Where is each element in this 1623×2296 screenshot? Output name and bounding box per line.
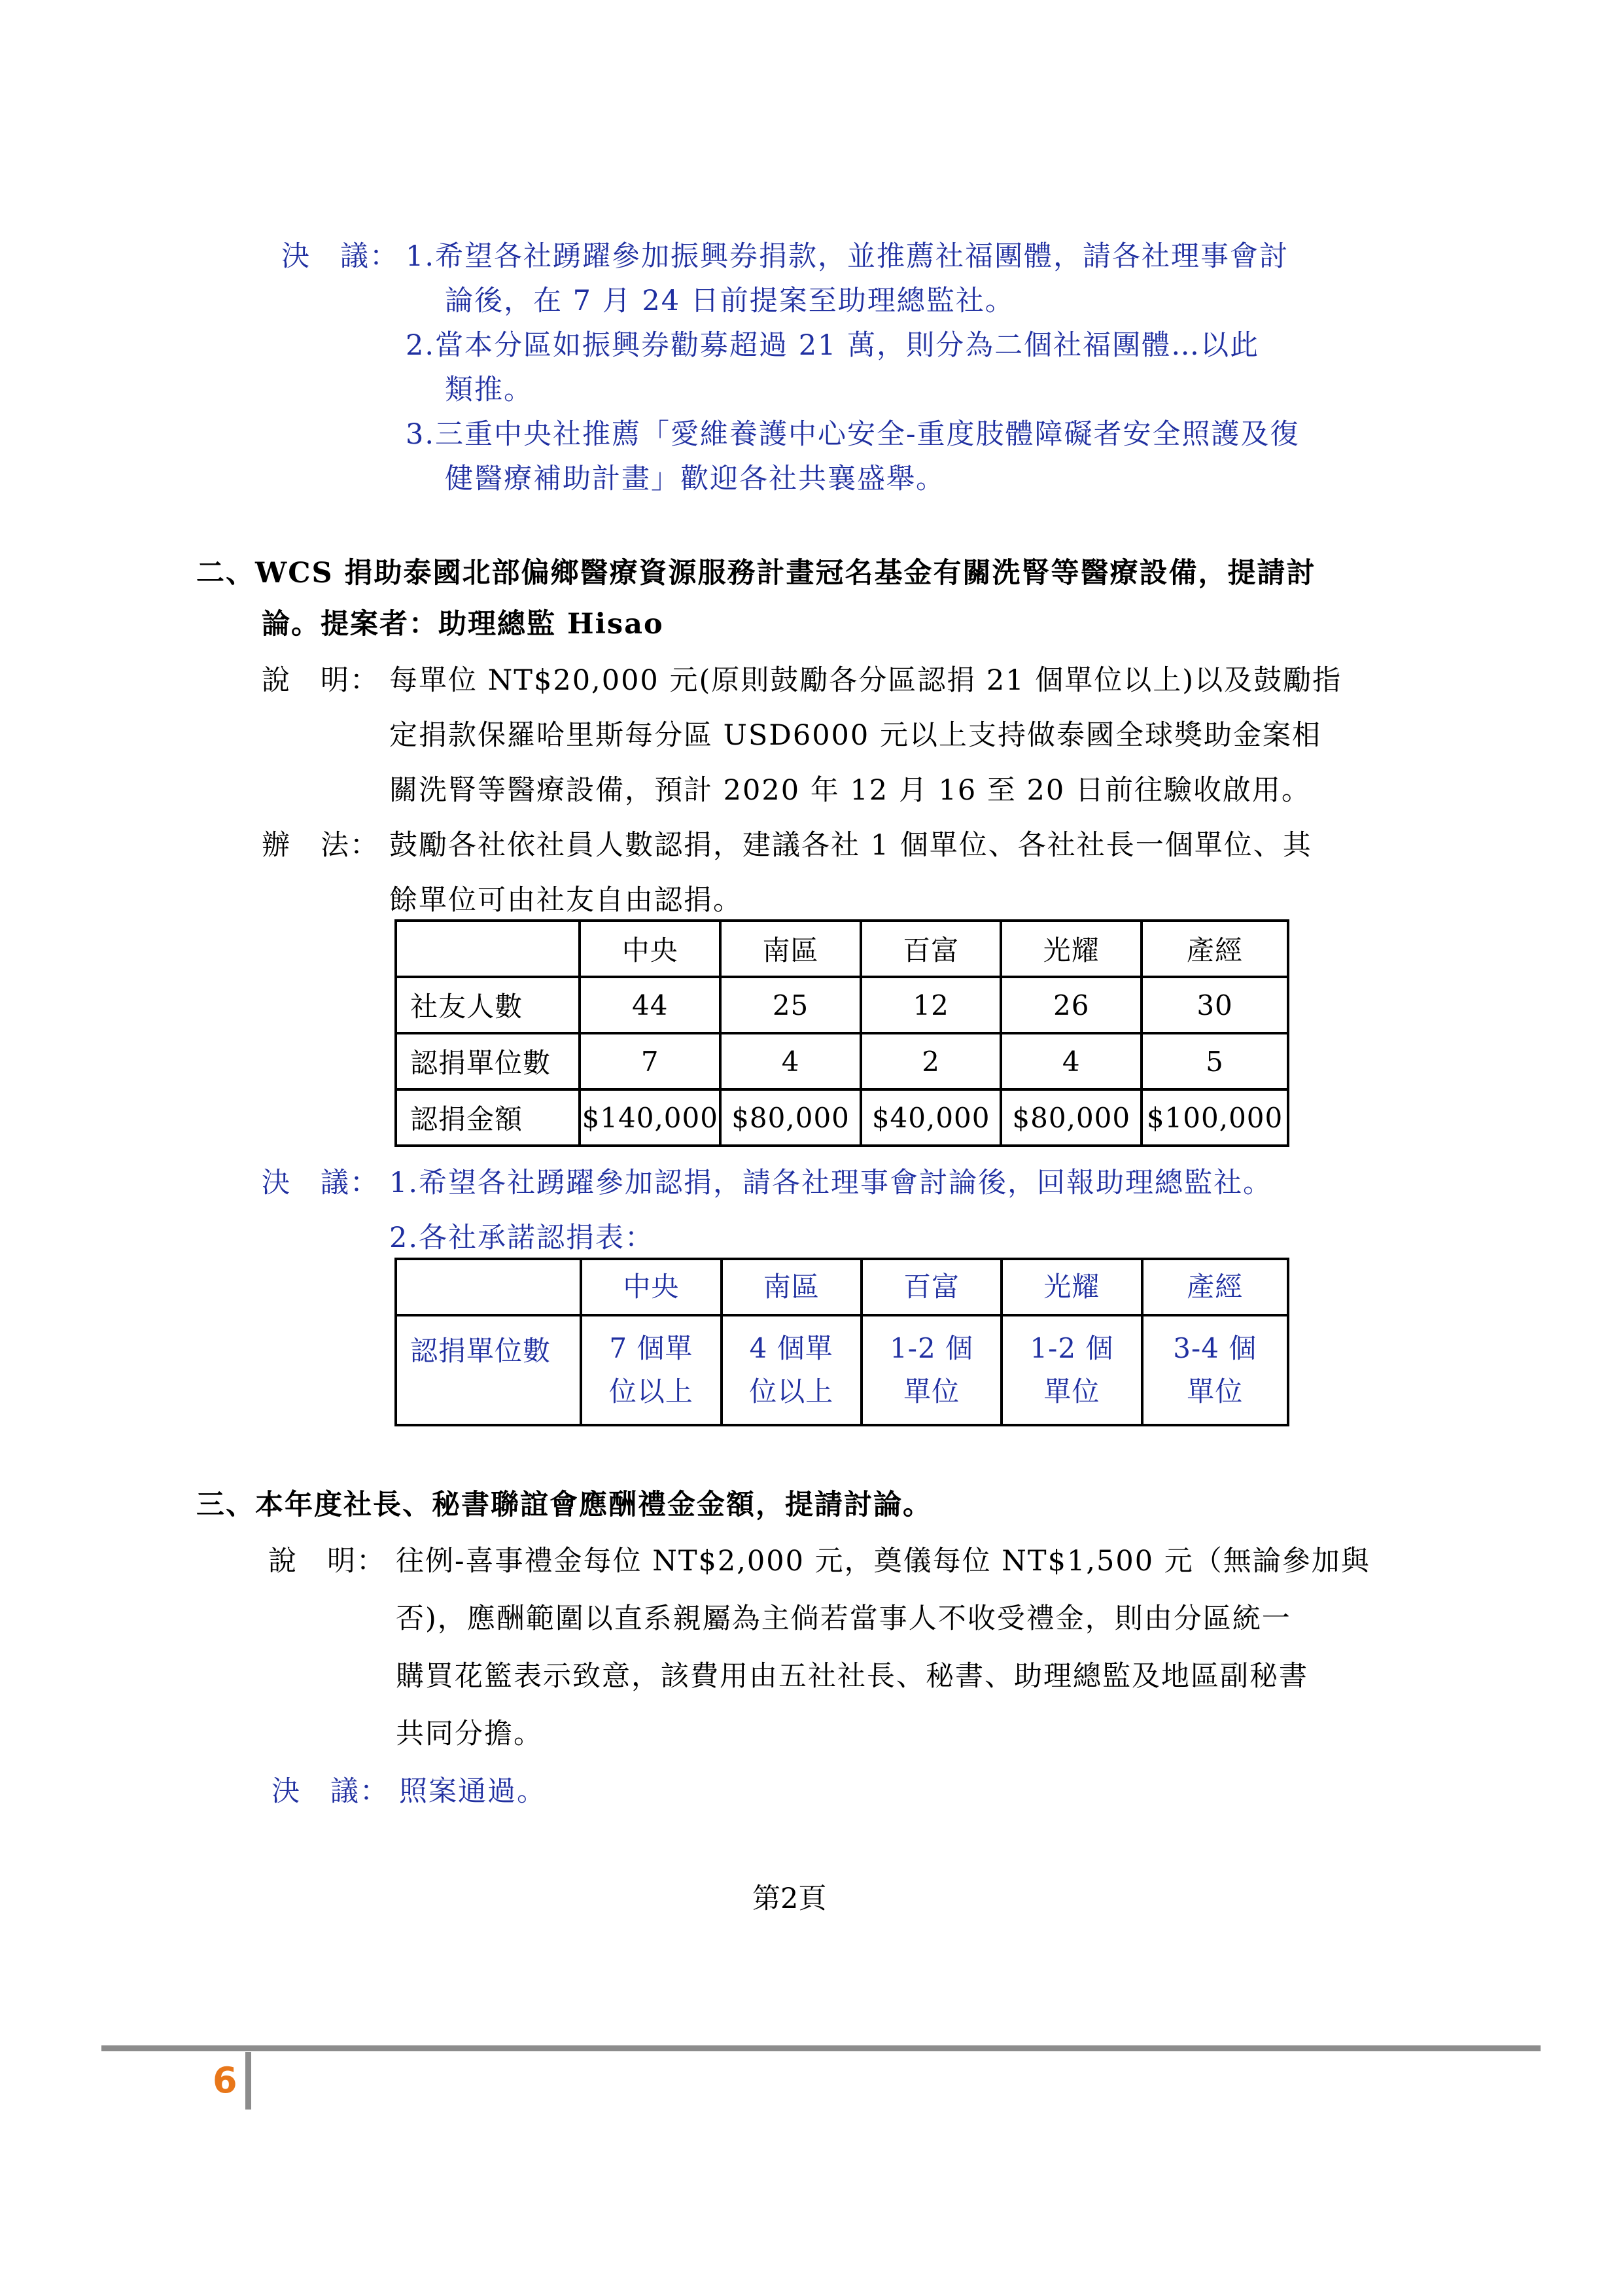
table-header-cell: 百富 xyxy=(862,1259,1002,1315)
pledge-table xyxy=(394,919,1289,1147)
table-cell xyxy=(1002,1315,1142,1425)
item3-explain-label: 說 明： xyxy=(268,1545,386,1578)
item2-explain-line: 關洗腎等醫療設備，預計 2020 年 12 月 16 至 20 日前往驗收啟用。 xyxy=(389,774,1311,807)
table-cell: 25 xyxy=(720,977,861,1033)
page-label: 第2頁 xyxy=(752,1882,827,1915)
cell-line: 位以上 xyxy=(749,1375,834,1407)
cell-line: 4 個單 xyxy=(749,1332,833,1364)
table-row-header: 認捐金額 xyxy=(396,1089,580,1146)
table-row-header: 社友人數 xyxy=(396,977,580,1033)
table-header-row xyxy=(396,921,1288,977)
footer-rule xyxy=(101,2045,1541,2051)
table-cell: $140,000 xyxy=(580,1089,720,1146)
table-row-header: 認捐單位數 xyxy=(396,1315,581,1425)
item3-resolution-label: 決 議： xyxy=(271,1775,389,1808)
cell-line: 1-2 個 xyxy=(1030,1332,1114,1364)
table-cell: 12 xyxy=(861,977,1002,1033)
table-row xyxy=(396,977,1288,1033)
table-header-cell xyxy=(396,921,580,977)
table-cell: $40,000 xyxy=(861,1089,1002,1146)
item2-explain-label: 說 明： xyxy=(262,664,379,697)
item1-resolution-line: 健醫療補助計畫」歡迎各社共襄盛舉。 xyxy=(445,463,945,495)
table-header-row xyxy=(396,1259,1288,1315)
item2-resolution-line: 2.各社承諾認捐表： xyxy=(389,1222,655,1254)
table-header-cell: 南區 xyxy=(720,921,861,977)
cell-line: 1-2 個 xyxy=(890,1332,974,1364)
table-header-cell: 光耀 xyxy=(1002,1259,1142,1315)
cell-line: 單位 xyxy=(903,1375,960,1407)
item2-resolution-line: 1.希望各社踴躍參加認捐，請各社理事會討論後，回報助理總監社。 xyxy=(389,1167,1273,1199)
table-cell: 30 xyxy=(1142,977,1288,1033)
table-header-cell: 產經 xyxy=(1142,921,1288,977)
commitment-table xyxy=(394,1258,1289,1426)
table-header-cell: 產經 xyxy=(1142,1259,1288,1315)
table-cell: $80,000 xyxy=(720,1089,861,1146)
table-header-cell: 百富 xyxy=(861,921,1002,977)
cell-line: 位以上 xyxy=(608,1375,693,1407)
item2-method-line: 鼓勵各社依社員人數認捐，建議各社 1 個單位、各社社長一個單位、其 xyxy=(389,829,1312,862)
table-row-header: 認捐單位數 xyxy=(396,1033,580,1089)
item1-resolution-label: 決 議： xyxy=(281,240,399,273)
item3-explain-line: 往例-喜事禮金每位 NT$2,000 元，奠儀每位 NT$1,500 元（無論參加與 xyxy=(396,1545,1370,1578)
item3-resolution-text: 照案通過。 xyxy=(399,1775,546,1808)
table-cell: 44 xyxy=(580,977,720,1033)
table-header-cell: 光耀 xyxy=(1001,921,1142,977)
item2-resolution-label: 決 議： xyxy=(262,1167,379,1199)
footer-page-number: 6 xyxy=(213,2060,237,2101)
item2-heading: 二、WCS 捐助泰國北部偏鄉醫療資源服務計畫冠名基金有關洗腎等醫療設備，提請討 xyxy=(196,557,1316,590)
item3-heading: 三、本年度社長、秘書聯誼會應酬禮金金額，提請討論。 xyxy=(196,1489,932,1521)
table-header-cell: 中央 xyxy=(580,921,720,977)
table-cell: 4 xyxy=(720,1033,861,1089)
table-cell: 7 xyxy=(580,1033,720,1089)
table-cell: 4 xyxy=(1001,1033,1142,1089)
table-row xyxy=(396,1089,1288,1146)
table-row xyxy=(396,1033,1288,1089)
item2-method-line: 餘單位可由社友自由認捐。 xyxy=(389,884,742,917)
cell-line: 3-4 個 xyxy=(1173,1332,1257,1364)
item3-explain-line: 購買花籃表示致意，該費用由五社社長、秘書、助理總監及地區副秘書 xyxy=(396,1660,1308,1693)
item2-explain-line: 每單位 NT$20,000 元(原則鼓勵各分區認捐 21 個單位以上)以及鼓勵指 xyxy=(389,664,1342,697)
item3-explain-line: 否)，應酬範圍以直系親屬為主倘若當事人不收受禮金，則由分區統一 xyxy=(396,1602,1291,1635)
table-cell: 5 xyxy=(1142,1033,1288,1089)
table-cell: 26 xyxy=(1001,977,1142,1033)
item1-resolution-line: 3.三重中央社推薦「愛維養護中心安全-重度肢體障礙者安全照護及復 xyxy=(406,418,1300,451)
table-cell xyxy=(862,1315,1002,1425)
table-header-cell xyxy=(396,1259,581,1315)
item1-resolution-line: 論後，在 7 月 24 日前提案至助理總監社。 xyxy=(445,285,1015,317)
item3-explain-line: 共同分擔。 xyxy=(396,1718,543,1750)
cell-line: 單位 xyxy=(1043,1375,1100,1407)
item2-explain-line: 定捐款保羅哈里斯每分區 USD6000 元以上支持做泰國全球獎助金案相 xyxy=(389,719,1321,752)
table-cell xyxy=(1142,1315,1288,1425)
table-cell xyxy=(581,1315,721,1425)
item2-method-label: 辦 法： xyxy=(262,829,379,862)
table-header-cell: 中央 xyxy=(581,1259,721,1315)
item1-resolution-line: 類推。 xyxy=(445,374,533,406)
item2-heading-cont: 論。提案者：助理總監 Hisao xyxy=(262,608,664,641)
cell-line: 7 個單 xyxy=(609,1332,693,1364)
table-cell xyxy=(722,1315,862,1425)
table-cell: $80,000 xyxy=(1001,1089,1142,1146)
item1-resolution-line: 1.希望各社踴躍參加振興券捐款，並推薦社福團體，請各社理事會討 xyxy=(406,240,1289,273)
table-cell: $100,000 xyxy=(1142,1089,1288,1146)
cell-line: 單位 xyxy=(1187,1375,1244,1407)
table-header-cell: 南區 xyxy=(722,1259,862,1315)
footer-divider xyxy=(245,2052,251,2110)
table-cell: 2 xyxy=(861,1033,1002,1089)
table-row xyxy=(396,1315,1288,1425)
item1-resolution-line: 2.當本分區如振興券勸募超過 21 萬，則分為二個社福團體…以此 xyxy=(406,329,1260,362)
